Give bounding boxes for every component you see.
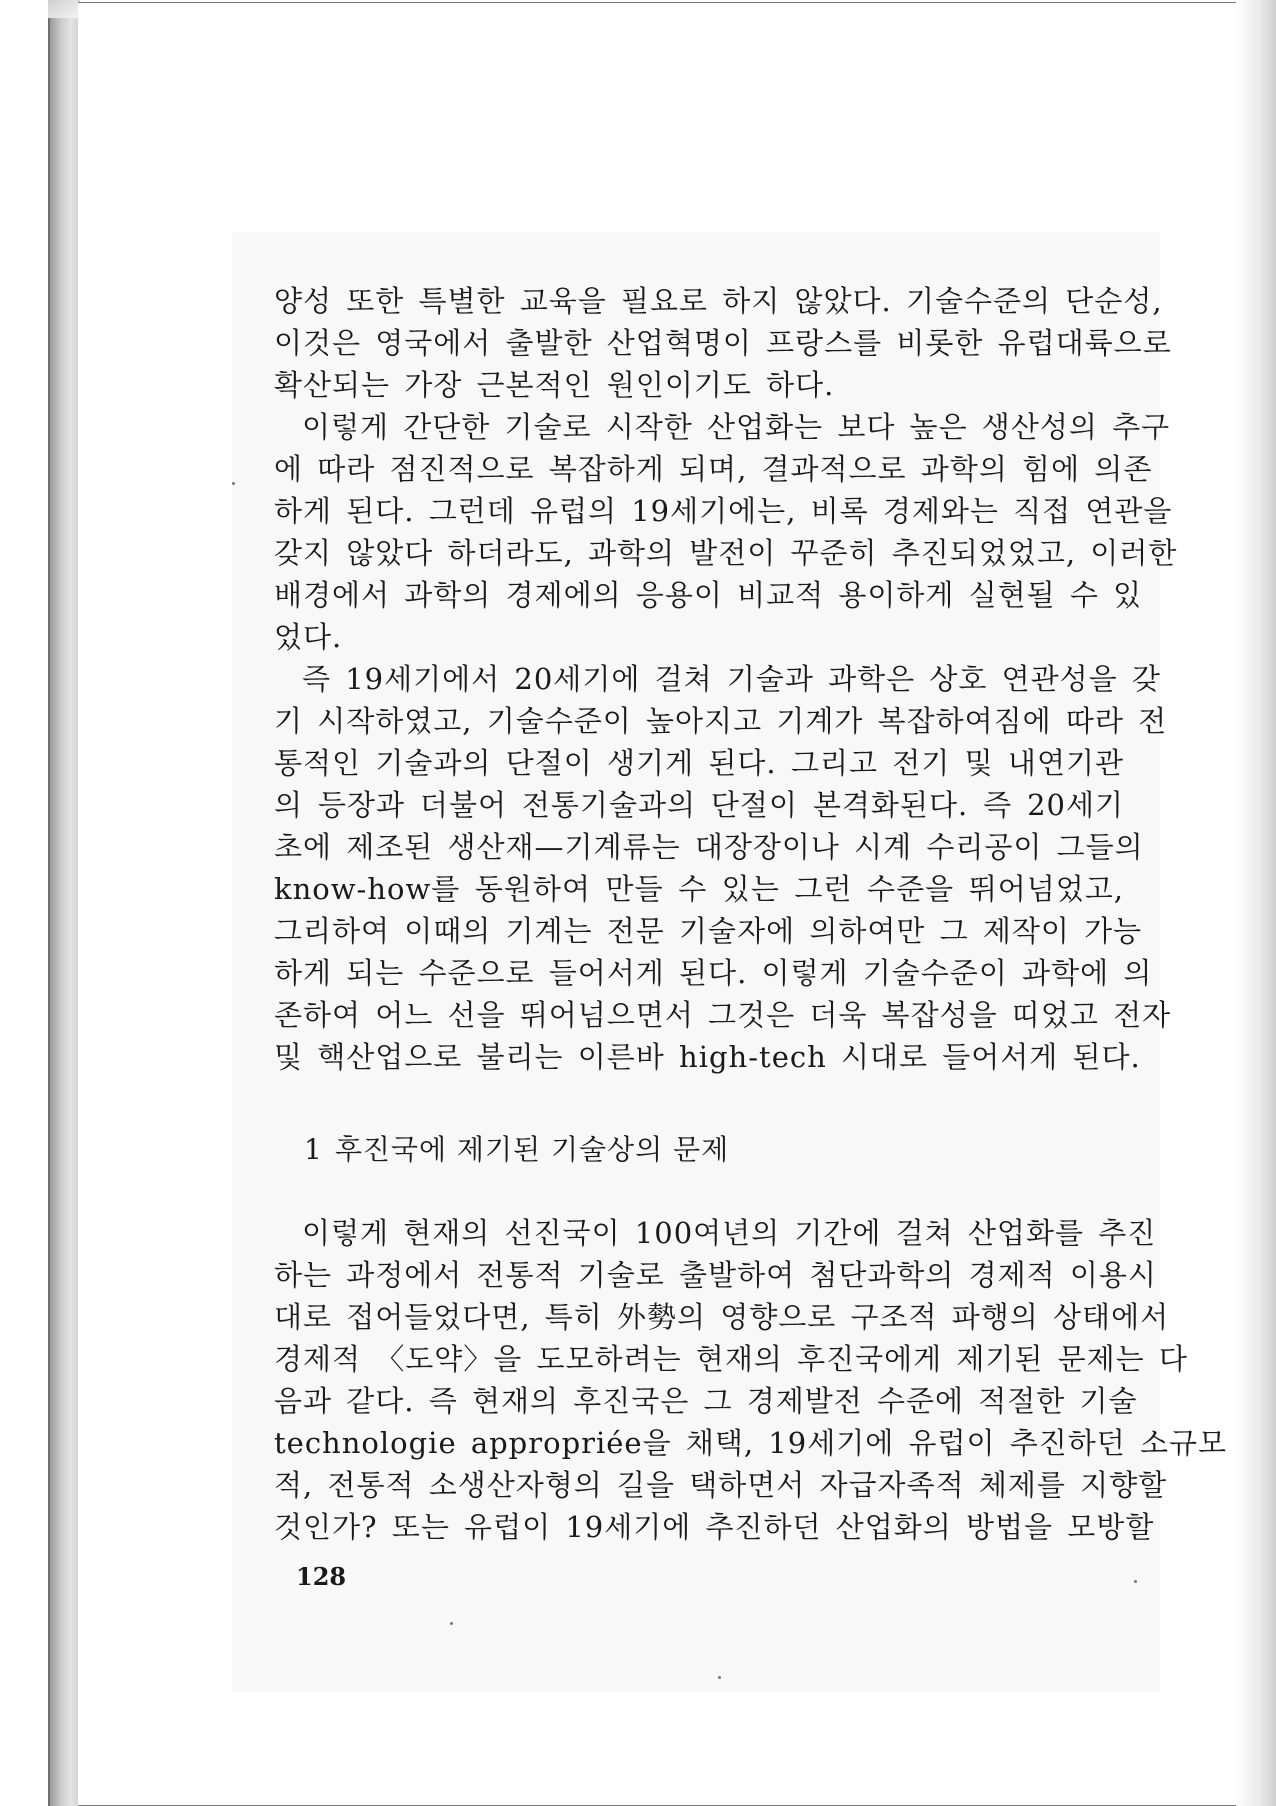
section-heading [304, 1128, 729, 1168]
text-line: 하게 되는 수준으로 들어서게 된다. 이렇게 기술수준이 과학에 의 [274, 956, 1153, 990]
text-line: 이것은 영국에서 출발한 산업혁명이 프랑스를 비롯한 유럽대륙으로 [274, 326, 1172, 360]
book-spine [48, 0, 80, 1806]
scan-speck [718, 1676, 721, 1679]
text-line: 존하여 어느 선을 뛰어넘으면서 그것은 더욱 복잡성을 띠었고 전자 [274, 998, 1172, 1032]
text-line: 확산되는 가장 근본적인 원인이기도 하다. [274, 368, 835, 402]
page-number: 128 [296, 1562, 347, 1591]
text-line: 의 등장과 더불어 전통기술과의 단절이 본격화된다. 즉 20세기 [274, 788, 1124, 822]
text-line: 양성 또한 특별한 교육을 필요로 하지 않았다. 기술수준의 단순성, [274, 284, 1163, 318]
text-line: 즉 19세기에서 20세기에 걸쳐 기술과 과학은 상호 연관성을 갖 [302, 662, 1161, 696]
text-line: 및 핵산업으로 불리는 이른바 high-tech 시대로 들어서게 된다. [274, 1040, 1141, 1074]
text-line: 적, 전통적 소생산자형의 길을 택하면서 자급자족적 체제를 지향할 [274, 1468, 1168, 1502]
text-line: 에 따라 점진적으로 복잡하게 되며, 결과적으로 과학의 힘에 의존 [274, 452, 1153, 486]
text-line: 이렇게 현재의 선진국이 100여년의 기간에 걸쳐 산업화를 추진 [302, 1216, 1157, 1250]
body-text-top [274, 280, 1178, 1078]
text-line: 것인가? 또는 유럽이 19세기에 추진하던 산업화의 방법을 모방할 [274, 1510, 1155, 1544]
body-text-bottom [274, 1212, 1228, 1548]
text-line: 초에 제조된 생산재—기계류는 대장장이나 시계 수리공이 그들의 [274, 830, 1144, 864]
text-line: 통적인 기술과의 단절이 생기게 된다. 그리고 전기 및 내연기관 [274, 746, 1124, 780]
book-spine-top [48, 0, 78, 18]
text-line: 배경에서 과학의 경제에의 응용이 비교적 용이하게 실현될 수 있 [274, 578, 1143, 612]
text-line: 경제적 〈도약〉을 도모하려는 현재의 후진국에게 제기된 문제는 다 [274, 1342, 1188, 1376]
text-line: 하게 된다. 그런데 유럽의 19세기에는, 비록 경제와는 직접 연관을 [274, 494, 1173, 528]
text-line: 었다. [274, 620, 343, 654]
text-line: technologie appropriée을 채택, 19세기에 유럽이 추진하던 소규모 [274, 1426, 1228, 1460]
text-line: 음과 같다. 즉 현재의 후진국은 그 경제발전 수준에 적절한 기술 [274, 1384, 1138, 1418]
text-line: 하는 과정에서 전통적 기술로 출발하여 첨단과학의 경제적 이용시 [274, 1258, 1157, 1292]
text-line: 그리하여 이때의 기계는 전문 기술자에 의하여만 그 제작이 가능 [274, 914, 1143, 948]
section-title: 후진국에 제기된 기술상의 문제 [334, 1133, 730, 1166]
scan-speck [232, 482, 235, 485]
scan-speck [1134, 1580, 1137, 1583]
text-line: know-how를 동원하여 만들 수 있는 그런 수준을 뛰어넘었고, [274, 872, 1124, 906]
section-number: 1 [304, 1133, 323, 1166]
scan-speck [450, 1622, 453, 1625]
text-line: 대로 접어들었다면, 특히 外勢의 영향으로 구조적 파행의 상태에서 [274, 1300, 1170, 1334]
text-line: 이렇게 간단한 기술로 시작한 산업화는 보다 높은 생산성의 추구 [302, 410, 1171, 444]
text-line: 기 시작하였고, 기술수준이 높아지고 기계가 복잡하여짐에 따라 전 [274, 704, 1168, 738]
text-line: 갖지 않았다 하더라도, 과학의 발전이 꾸준히 추진되었었고, 이러한 [274, 536, 1178, 570]
page-edge-shadow [1236, 0, 1276, 1806]
